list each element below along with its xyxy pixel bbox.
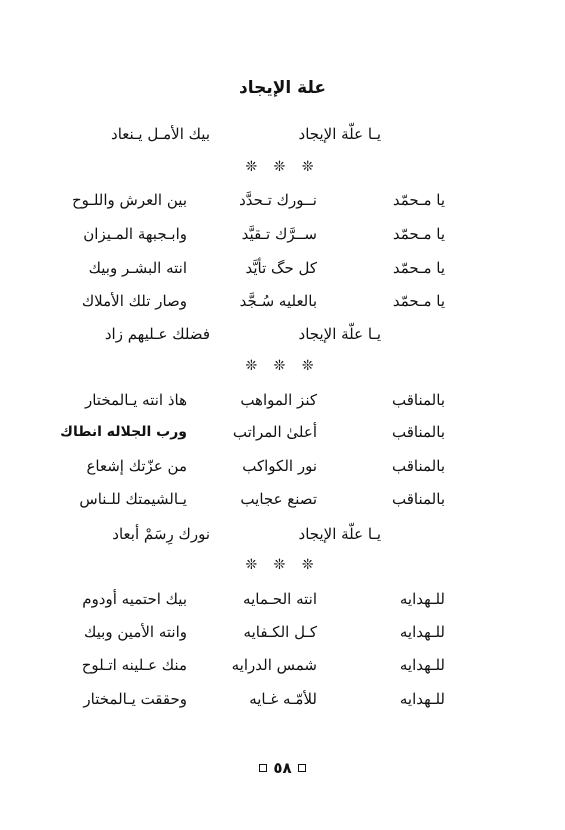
verse-refrain-word: للـهدايه — [399, 590, 445, 608]
refrain-hemistich-a: فضلك عـليهم زاد — [104, 325, 210, 343]
verse-second-part: كنز المواهب — [240, 391, 317, 409]
refrain-hemistich-b: يـا علّة الإيجاد — [298, 525, 381, 543]
verse-first-part: من عزّتك إشعاع — [86, 457, 187, 475]
verse-first-part: وحققت يـالمختار — [83, 690, 187, 708]
verse-second-part: كـل الكـفايه — [243, 623, 317, 641]
verse-line — [0, 453, 565, 479]
verse-refrain-word: للـهدايه — [399, 656, 445, 674]
verse-line — [0, 288, 565, 314]
verse-second-part: كل حگ تأيَّد — [245, 259, 317, 277]
verse-first-part: ورب الجلاله انطاك — [60, 424, 187, 440]
verse-line — [0, 255, 565, 281]
square-ornament-icon — [298, 764, 306, 772]
refrain-hemistich-a: نورك رِسَمْ أبعاد — [112, 525, 210, 543]
verse-first-part: هاذ انته يـالمختار — [84, 391, 187, 409]
verse-line — [0, 486, 565, 512]
stanza-separator: ❊ ❊ ❊ — [245, 358, 320, 374]
verse-refrain-word: بالمناقب — [392, 457, 445, 475]
stanza-separator: ❊ ❊ ❊ — [245, 557, 320, 573]
verse-refrain-word: بالمناقب — [392, 490, 445, 508]
verse-refrain-word: يا مـحمّد — [392, 191, 445, 209]
verse-line — [0, 187, 565, 213]
verse-line — [0, 387, 565, 413]
verse-first-part: يـالشيمتك للـناس — [79, 490, 187, 508]
verse-second-part: للأمّـه غـايه — [249, 690, 317, 708]
verse-line — [0, 652, 565, 678]
refrain-hemistich-a: بيك الأمـل يـنعاد — [111, 125, 210, 143]
refrain-hemistich-b: يـا علّة الإيجاد — [298, 125, 381, 143]
verse-first-part: وانته الأمين وبيك — [84, 623, 187, 641]
verse-refrain-word: يا مـحمّد — [392, 225, 445, 243]
verse-first-part: وابـجبهة المـيزان — [83, 225, 187, 243]
verse-refrain-word: للـهدايه — [399, 623, 445, 641]
page-number-footer — [0, 758, 565, 778]
verse-first-part: انته البشـر وبيك — [88, 259, 187, 277]
verse-refrain-word: يا مـحمّد — [392, 292, 445, 310]
verse-second-part: شمس الدرايه — [231, 656, 317, 674]
verse-line — [0, 221, 565, 247]
verse-second-part: ســرَّك تـقيَّد — [241, 225, 317, 243]
square-ornament-icon — [259, 764, 267, 772]
stanza-refrain — [0, 321, 565, 347]
stanza-refrain — [0, 521, 565, 547]
verse-first-part: منك عـلينه اتـلوح — [81, 656, 187, 674]
verse-first-part: وصار تلك الأملاك — [81, 292, 187, 310]
verse-refrain-word: بالمناقب — [392, 423, 445, 441]
refrain-hemistich-b: يـا علّة الإيجاد — [298, 325, 381, 343]
verse-second-part: تصنع عجايب — [240, 490, 317, 508]
verse-second-part: بالعليه سُـجَّد — [239, 292, 317, 310]
opening-refrain — [0, 121, 565, 147]
verse-second-part: نــورك تـحدَّد — [239, 191, 317, 209]
verse-first-part: بيك احتميه أودوم — [82, 590, 187, 608]
verse-refrain-word: للـهدايه — [399, 690, 445, 708]
verse-second-part: انته الحـمايه — [243, 590, 317, 608]
verse-first-part: بين العرش واللـوح — [72, 191, 187, 209]
verse-refrain-word: يا مـحمّد — [392, 259, 445, 277]
verse-second-part: أعلىٰ المراتب — [232, 423, 317, 441]
verse-second-part: نور الكواكب — [242, 457, 317, 475]
verse-line — [0, 619, 565, 645]
verse-line — [0, 419, 565, 445]
stanza-separator: ❊ ❊ ❊ — [245, 159, 320, 175]
verse-line — [0, 586, 565, 612]
page-number: ٥٨ — [273, 759, 292, 777]
poem-title: علة الإيجاد — [238, 78, 326, 98]
verse-line — [0, 686, 565, 712]
verse-refrain-word: بالمناقب — [392, 391, 445, 409]
